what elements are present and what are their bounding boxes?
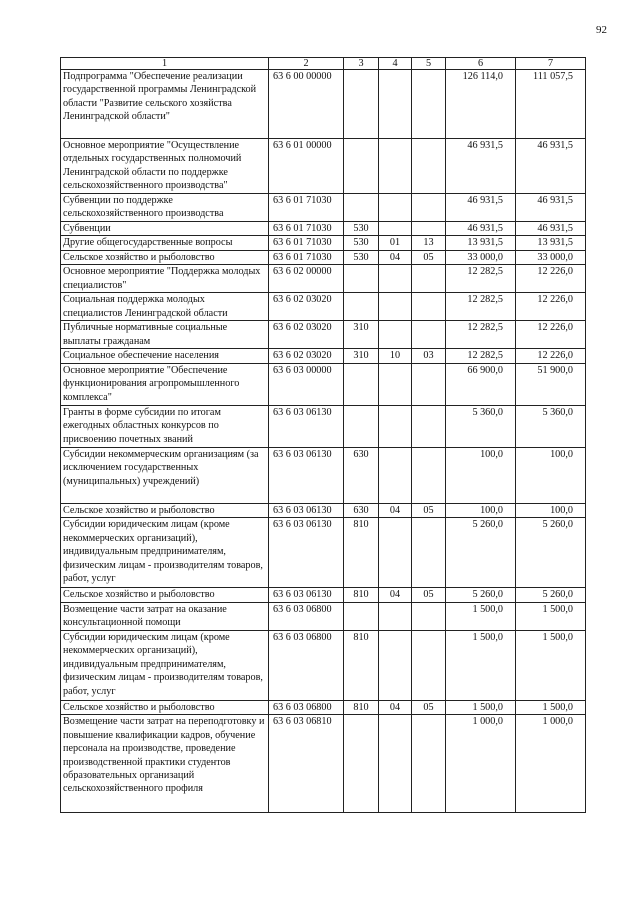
row-col7-amount: 111 057,5 — [516, 70, 586, 139]
row-col6-amount: 100,0 — [446, 503, 516, 517]
row-col6-amount: 100,0 — [446, 447, 516, 503]
row-col5 — [412, 293, 446, 321]
row-col3: 530 — [344, 222, 379, 236]
row-col5: 05 — [412, 250, 446, 264]
row-col4 — [379, 222, 412, 236]
row-col3: 810 — [344, 630, 379, 700]
row-col7-amount: 1 500,0 — [516, 630, 586, 700]
row-col7-amount: 12 226,0 — [516, 265, 586, 293]
row-col4 — [379, 518, 412, 588]
row-col5: 05 — [412, 503, 446, 517]
row-col5: 05 — [412, 588, 446, 602]
row-col6-amount: 46 931,5 — [446, 222, 516, 236]
row-col5 — [412, 70, 446, 139]
row-code: 63 6 01 71030 — [269, 250, 344, 264]
row-col6-amount: 5 260,0 — [446, 518, 516, 588]
row-code: 63 6 01 71030 — [269, 236, 344, 250]
row-col4 — [379, 321, 412, 349]
table-row — [61, 715, 586, 813]
row-name: Возмещение части затрат на переподготовку и повышение квалификации кадров, обучение персонала на производстве, проведение производственной практики студентов образовательных организаций сельскохозяйственного профиля — [61, 715, 269, 813]
row-col3: 810 — [344, 518, 379, 588]
table-row — [61, 293, 586, 321]
row-col6-amount: 66 900,0 — [446, 363, 516, 405]
row-col6-amount: 13 931,5 — [446, 236, 516, 250]
table-row — [61, 139, 586, 194]
column-header: 4 — [379, 58, 412, 70]
row-col3 — [344, 139, 379, 194]
row-col3: 810 — [344, 588, 379, 602]
table-row — [61, 321, 586, 349]
row-code: 63 6 00 00000 — [269, 70, 344, 139]
row-col3 — [344, 715, 379, 813]
column-header: 3 — [344, 58, 379, 70]
row-col7-amount: 12 226,0 — [516, 349, 586, 363]
row-col3: 530 — [344, 250, 379, 264]
row-code: 63 6 03 06130 — [269, 503, 344, 517]
table-row — [61, 70, 586, 139]
table-row — [61, 194, 586, 222]
row-col4: 01 — [379, 236, 412, 250]
row-col5 — [412, 194, 446, 222]
row-code: 63 6 03 06810 — [269, 715, 344, 813]
row-col5: 03 — [412, 349, 446, 363]
row-col5 — [412, 222, 446, 236]
row-col4 — [379, 405, 412, 447]
row-code: 63 6 02 03020 — [269, 349, 344, 363]
table-row — [61, 250, 586, 264]
row-col4: 04 — [379, 700, 412, 714]
row-code: 63 6 01 71030 — [269, 222, 344, 236]
row-col6-amount: 12 282,5 — [446, 349, 516, 363]
row-code: 63 6 03 00000 — [269, 363, 344, 405]
row-col4 — [379, 363, 412, 405]
row-name: Социальное обеспечение населения — [61, 349, 269, 363]
row-col6-amount: 46 931,5 — [446, 139, 516, 194]
row-col3: 630 — [344, 447, 379, 503]
row-col6-amount: 126 114,0 — [446, 70, 516, 139]
row-col6-amount: 1 500,0 — [446, 700, 516, 714]
column-header: 5 — [412, 58, 446, 70]
row-col4 — [379, 447, 412, 503]
row-col7-amount: 51 900,0 — [516, 363, 586, 405]
row-col4 — [379, 293, 412, 321]
row-col5 — [412, 630, 446, 700]
row-col6-amount: 5 360,0 — [446, 405, 516, 447]
row-code: 63 6 03 06130 — [269, 405, 344, 447]
row-col5 — [412, 265, 446, 293]
table-row — [61, 222, 586, 236]
row-col7-amount: 13 931,5 — [516, 236, 586, 250]
row-col5 — [412, 518, 446, 588]
row-col7-amount: 5 260,0 — [516, 588, 586, 602]
table-row — [61, 518, 586, 588]
row-code: 63 6 02 03020 — [269, 293, 344, 321]
column-header: 6 — [446, 58, 516, 70]
row-col6-amount: 12 282,5 — [446, 265, 516, 293]
row-col6-amount: 46 931,5 — [446, 194, 516, 222]
column-header: 1 — [61, 58, 269, 70]
table-row — [61, 503, 586, 517]
row-col4 — [379, 602, 412, 630]
table-row — [61, 363, 586, 405]
row-name: Субвенции по поддержке сельскохозяйственного производства — [61, 194, 269, 222]
row-col6-amount: 1 500,0 — [446, 630, 516, 700]
column-header: 2 — [269, 58, 344, 70]
row-name: Гранты в форме субсидии по итогам ежегодных областных конкурсов по присвоению почетных званий — [61, 405, 269, 447]
row-col7-amount: 12 226,0 — [516, 293, 586, 321]
row-name: Сельское хозяйство и рыболовство — [61, 250, 269, 264]
row-col5: 05 — [412, 700, 446, 714]
row-name: Основное мероприятие "Поддержка молодых специалистов" — [61, 265, 269, 293]
row-name: Субсидии юридическим лицам (кроме некоммерческих организаций), индивидуальным предпринимателям, физическим лицам - производителям товаров, работ, услуг — [61, 630, 269, 700]
row-col5 — [412, 405, 446, 447]
row-code: 63 6 03 06800 — [269, 630, 344, 700]
row-name: Сельское хозяйство и рыболовство — [61, 588, 269, 602]
row-col3 — [344, 405, 379, 447]
row-col7-amount: 33 000,0 — [516, 250, 586, 264]
row-col4: 04 — [379, 250, 412, 264]
row-name: Другие общегосударственные вопросы — [61, 236, 269, 250]
row-col5 — [412, 447, 446, 503]
row-name: Подпрограмма "Обеспечение реализации государственной программы Ленинградской области "Развитие сельского хозяйства Ленинградской области" — [61, 70, 269, 139]
row-col5 — [412, 602, 446, 630]
row-name: Основное мероприятие "Обеспечение функционирования агропромышленного комплекса" — [61, 363, 269, 405]
row-col4 — [379, 715, 412, 813]
row-col3: 310 — [344, 321, 379, 349]
row-name: Сельское хозяйство и рыболовство — [61, 700, 269, 714]
row-col7-amount: 46 931,5 — [516, 222, 586, 236]
row-name: Субсидии юридическим лицам (кроме некоммерческих организаций), индивидуальным предпринимателям, физическим лицам - производителям товаров, работ, услуг — [61, 518, 269, 588]
table-row — [61, 236, 586, 250]
row-code: 63 6 03 06800 — [269, 602, 344, 630]
row-col7-amount: 1 500,0 — [516, 700, 586, 714]
row-col5 — [412, 321, 446, 349]
row-code: 63 6 02 00000 — [269, 265, 344, 293]
row-col3: 630 — [344, 503, 379, 517]
row-col4 — [379, 265, 412, 293]
row-col7-amount: 5 360,0 — [516, 405, 586, 447]
row-col3: 530 — [344, 236, 379, 250]
row-col6-amount: 12 282,5 — [446, 293, 516, 321]
row-col5 — [412, 139, 446, 194]
row-code: 63 6 03 06800 — [269, 700, 344, 714]
table-row — [61, 700, 586, 714]
row-code: 63 6 01 00000 — [269, 139, 344, 194]
row-col5 — [412, 363, 446, 405]
budget-table — [60, 57, 586, 813]
row-col5: 13 — [412, 236, 446, 250]
row-name: Основное мероприятие "Осуществление отдельных государственных полномочий Ленинградской области по поддержке сельскохозяйственного производства" — [61, 139, 269, 194]
row-col7-amount: 46 931,5 — [516, 139, 586, 194]
row-col3 — [344, 194, 379, 222]
table-row — [61, 602, 586, 630]
row-col7-amount: 46 931,5 — [516, 194, 586, 222]
row-name: Публичные нормативные социальные выплаты гражданам — [61, 321, 269, 349]
row-col6-amount: 1 500,0 — [446, 602, 516, 630]
table-row — [61, 588, 586, 602]
row-col6-amount: 33 000,0 — [446, 250, 516, 264]
row-col4 — [379, 630, 412, 700]
row-name: Возмещение части затрат на оказание консультационной помощи — [61, 602, 269, 630]
row-col6-amount: 1 000,0 — [446, 715, 516, 813]
page-number: 92 — [596, 24, 607, 36]
row-code: 63 6 02 03020 — [269, 321, 344, 349]
row-col4: 10 — [379, 349, 412, 363]
row-name: Социальная поддержка молодых специалистов Ленинградской области — [61, 293, 269, 321]
row-col3: 310 — [344, 349, 379, 363]
row-col7-amount: 1 500,0 — [516, 602, 586, 630]
row-col7-amount: 100,0 — [516, 447, 586, 503]
row-code: 63 6 03 06130 — [269, 588, 344, 602]
row-col7-amount: 100,0 — [516, 503, 586, 517]
row-col3 — [344, 265, 379, 293]
row-col4: 04 — [379, 503, 412, 517]
row-code: 63 6 03 06130 — [269, 447, 344, 503]
row-col6-amount: 12 282,5 — [446, 321, 516, 349]
row-col4 — [379, 194, 412, 222]
row-col3 — [344, 363, 379, 405]
row-name: Сельское хозяйство и рыболовство — [61, 503, 269, 517]
table-row — [61, 630, 586, 700]
column-header: 7 — [516, 58, 586, 70]
row-col5 — [412, 715, 446, 813]
table-row — [61, 349, 586, 363]
row-col4 — [379, 70, 412, 139]
table-row — [61, 405, 586, 447]
table-body — [61, 70, 586, 813]
row-code: 63 6 01 71030 — [269, 194, 344, 222]
row-col3 — [344, 602, 379, 630]
row-col4: 04 — [379, 588, 412, 602]
row-col3 — [344, 70, 379, 139]
table-row — [61, 265, 586, 293]
row-name: Субвенции — [61, 222, 269, 236]
row-col3 — [344, 293, 379, 321]
row-col3: 810 — [344, 700, 379, 714]
row-col6-amount: 5 260,0 — [446, 588, 516, 602]
table-row — [61, 447, 586, 503]
row-code: 63 6 03 06130 — [269, 518, 344, 588]
header-row — [61, 58, 586, 70]
row-col4 — [379, 139, 412, 194]
row-col7-amount: 5 260,0 — [516, 518, 586, 588]
row-col7-amount: 1 000,0 — [516, 715, 586, 813]
row-name: Субсидии некоммерческим организациям (за исключением государственных (муниципальных) учреждений) — [61, 447, 269, 503]
row-col7-amount: 12 226,0 — [516, 321, 586, 349]
